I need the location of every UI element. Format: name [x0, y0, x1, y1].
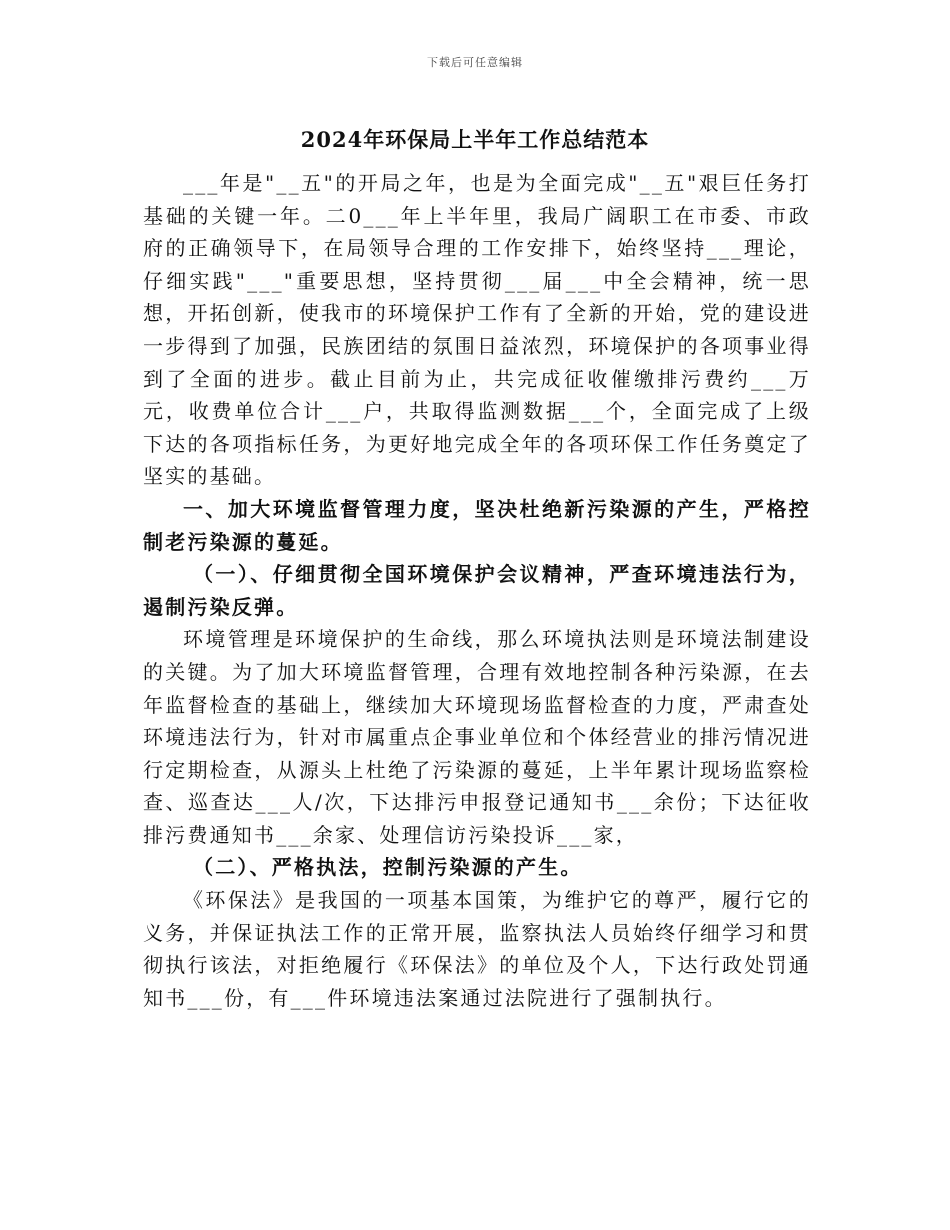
subsection-heading-1: （一）、仔细贯彻全国环境保护会议精神，严查环境违法行为，遏制污染反弹。 [143, 562, 811, 619]
section-heading-1: 一、加大环境监督管理力度，坚决杜绝新污染源的产生，严格控制老污染源的蔓延。 [143, 496, 811, 554]
document-title: 2024年环保局上半年工作总结范本 [300, 127, 650, 152]
document-body [143, 167, 811, 1014]
body-paragraph-2: 环境管理是环境保护的生命线，那么环境执法则是环境法制建设的关键。为了加大环境监督管理，合理有效地控制各种污染源，在去年监督检查的基础上，继续加大环境现场监督检查的力度，严肃查处环境违法行为，针对市属重点企事业单位和个体经营业的排污情况进行定期检查，从源头上杜绝了污染源的蔓延，上半年累计现场监察检查、巡查达___人/次，下达排污申报登记通知书___余份；下达征收排污费通知书___余家、处理信访污染投诉___家， [143, 627, 811, 847]
header-note: 下载后可任意编辑 [427, 56, 523, 69]
body-paragraph-3: 《环保法》是我国的一项基本国策，为维护它的尊严，履行它的义务，并保证执法工作的正常开展，监察执法人员始终仔细学习和贯彻执行该法，对拒绝履行《环保法》的单位及个人，下达行政处罚通知书___份，有___件环境违法案通过法院进行了强制执行。 [143, 888, 811, 1010]
body-paragraph-1: ___年是"__五"的开局之年，也是为全面完成"__五"艰巨任务打基础的关键一年。二0___年上半年里，我局广阔职工在市委、市政府的正确领导下，在局领导合理的工作安排下，始终坚持___理论，仔细实践"___"重要思想，坚持贯彻___届___中全会精神，统一思想，开拓创新，使我市的环境保护工作有了全新的开始，党的建设进一步得到了加强，民族团结的氛围日益浓烈，环境保护的各项事业得到了全面的进步。截止目前为止，共完成征收催缴排污费约___万元，收费单位合计___户，共取得监测数据___个，全面完成了上级下达的各项指标任务，为更好地完成全年的各项环保工作任务奠定了坚实的基础。 [143, 171, 811, 489]
subsection-heading-2: （二）、严格执法，控制污染源的产生。 [193, 855, 583, 880]
